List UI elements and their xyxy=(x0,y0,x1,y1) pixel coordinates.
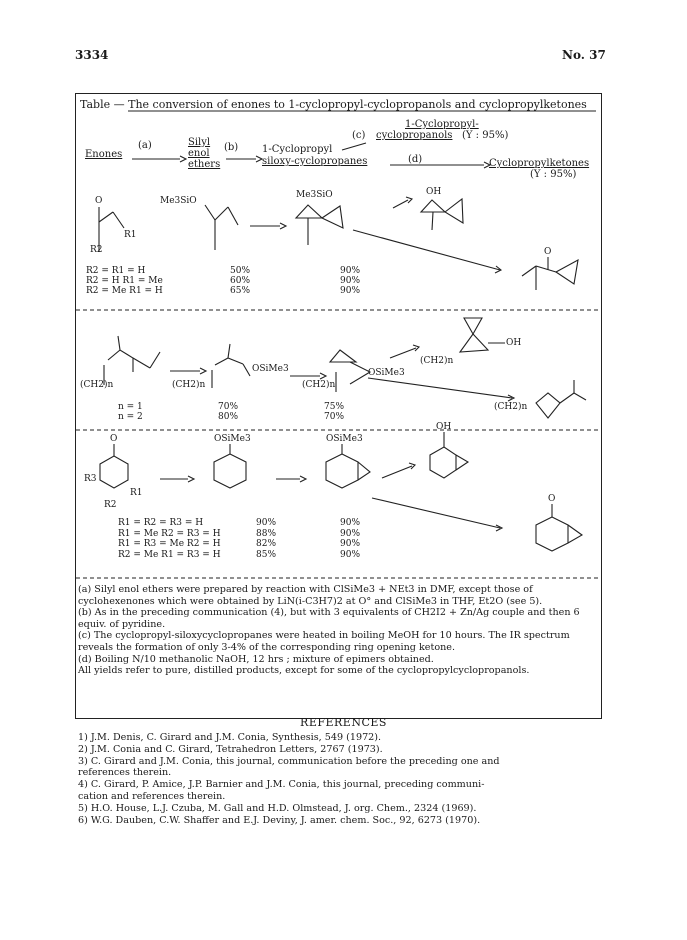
label-step-d: (d) xyxy=(408,154,423,165)
yield-cell: 90% xyxy=(340,549,361,560)
s1-sub-row: R2 = H R1 = Me xyxy=(86,276,163,286)
yield-cell: 90% xyxy=(340,528,361,539)
issue-number: No. 37 xyxy=(562,48,606,62)
table-title: Table — The conversion of enones to 1-cyclopropyl-cyclopropanols and cyclopropylketones xyxy=(80,98,587,111)
s1-me3sio-2: Me3SiO xyxy=(296,190,333,200)
yield-cell: 50% xyxy=(230,266,251,276)
s1-r2: R2 xyxy=(90,245,103,255)
s1-oh: OH xyxy=(426,187,442,197)
s3-oh: OH xyxy=(436,422,452,432)
references-list xyxy=(78,732,500,826)
note-d: (d) Boiling N/10 methanolic NaOH, 12 hrs ; mixture of epimers obtained. xyxy=(78,653,434,665)
s2-ch2n-5: (CH2)n xyxy=(494,402,528,412)
reference-line: 6) W.G. Dauben, C.W. Shaffer and E.J. Deviny, J. amer. chem. Soc., 92, 6273 (1970). xyxy=(78,814,481,826)
label-product2: Cyclopropylketones xyxy=(489,158,590,169)
s2-yields-silyl xyxy=(218,402,238,422)
label-step-b: (b) xyxy=(224,142,239,153)
label-yield2: (Y : 95%) xyxy=(530,169,577,180)
s3-o: O xyxy=(110,434,118,444)
arrow-c xyxy=(342,143,366,150)
s3-r3: R3 xyxy=(84,474,97,484)
reference-line: references therein. xyxy=(78,767,172,779)
label-enones: Enones xyxy=(85,149,123,160)
label-ethers: ethers xyxy=(188,159,221,170)
yield-cell: 70% xyxy=(324,412,345,422)
s3-yields-silyl xyxy=(256,518,276,560)
note-c: (c) The cyclopropyl-siloxycyclopropanes were heated in boiling MeOH for 10 hours. The IR spectrum reveals the formation of only 3-4% of the corresponding ring opening ketone. xyxy=(78,630,570,653)
s1-sub-row: R2 = R1 = H xyxy=(86,266,146,276)
label-yield1: (Y : 95%) xyxy=(462,130,509,141)
s2-ch2n-3: (CH2)n xyxy=(302,380,336,390)
s3-r1: R1 xyxy=(130,488,143,498)
s1-o-ketone: O xyxy=(544,247,552,257)
label-product1-line1: 1-Cyclopropyl- xyxy=(405,119,479,130)
s3-o-ketone: O xyxy=(548,494,556,504)
s2-osime3-2: OSiMe3 xyxy=(368,368,405,378)
yield-cell: 70% xyxy=(218,402,239,412)
label-product1-line2: cyclopropanols xyxy=(376,130,453,141)
reference-line: cation and references therein. xyxy=(78,790,226,802)
label-enol: enol xyxy=(188,148,210,159)
n-value: n = 2 xyxy=(118,412,143,422)
s1-yields-cyclopropane xyxy=(340,266,360,296)
s3-r2: R2 xyxy=(104,500,117,510)
s2-n-values xyxy=(118,402,143,422)
references-heading: REFERENCES xyxy=(300,716,387,729)
page-number: 3334 xyxy=(75,48,109,62)
yield-cell: 90% xyxy=(340,518,361,528)
yield-cell: 82% xyxy=(256,539,277,549)
s3-osime3-2: OSiMe3 xyxy=(326,434,363,444)
yield-cell: 65% xyxy=(230,286,251,296)
reference-line: 4) C. Girard, P. Amice, J.P. Barnier and J.M. Conia, this journal, preceding communi- xyxy=(78,779,485,791)
reference-line: 1) J.M. Denis, C. Girard and J.M. Conia, Synthesis, 549 (1972). xyxy=(78,732,382,743)
reference-line: 3) C. Girard and J.M. Conia, this journal, communication before the preceding one and xyxy=(78,755,500,767)
label-step-c: (c) xyxy=(352,130,366,141)
note-all: All yields refer to pure, distilled products, except for some of the cyclopropylcyclopropanols. xyxy=(78,665,530,677)
yield-cell: 88% xyxy=(256,528,277,539)
s1-me3sio: Me3SiO xyxy=(160,196,197,206)
yield-cell: 90% xyxy=(340,266,361,276)
yield-cell: 90% xyxy=(256,518,277,528)
yield-cell: 75% xyxy=(324,402,345,412)
reference-line: 2) J.M. Conia and C. Girard, Tetrahedron Letters, 2767 (1973). xyxy=(78,743,383,755)
yield-cell: 90% xyxy=(340,539,361,549)
n-value: n = 1 xyxy=(118,402,143,412)
s1-o: O xyxy=(95,196,103,206)
s3-sub-row: R2 = Me R1 = R3 = H xyxy=(118,549,221,560)
reference-line: 5) H.O. House, L.J. Czuba, M. Gall and H.D. Olmstead, J. org. Chem., 2324 (1969). xyxy=(78,802,477,814)
s3-yields-cyclopropane xyxy=(340,518,360,560)
s3-sub-row: R1 = R2 = R3 = H xyxy=(118,518,204,528)
note-b: (b) As in the preceding communication (4), but with 3 equivalents of CH2I2 + Zn/Ag couple and then 6 equiv. of pyridine. xyxy=(78,607,580,630)
yield-cell: 85% xyxy=(256,549,277,560)
s2-ch2n-2: (CH2)n xyxy=(172,380,206,390)
s1-r1: R1 xyxy=(124,230,137,240)
s1-yields-silyl xyxy=(230,266,250,296)
label-cyclopropyl: 1-Cyclopropyl xyxy=(262,144,333,155)
label-siloxy-cyclopropanes: siloxy-cyclopropanes xyxy=(262,156,368,167)
s3-sub-row: R1 = Me R2 = R3 = H xyxy=(118,528,221,539)
s3-osime3: OSiMe3 xyxy=(214,434,251,444)
s1-substituents xyxy=(86,266,163,296)
s2-oh: OH xyxy=(506,338,522,348)
s2-yields-cyclopropane xyxy=(324,402,344,422)
s2-ch2n-4: (CH2)n xyxy=(420,356,454,366)
s2-osime3: OSiMe3 xyxy=(252,364,289,374)
label-step-a: (a) xyxy=(138,140,152,151)
table-notes xyxy=(78,584,596,677)
yield-cell: 60% xyxy=(230,276,251,286)
label-silyl: Silyl xyxy=(188,137,211,148)
note-a: (a) Silyl enol ethers were prepared by reaction with ClSiMe3 + NEt3 in DMF, except those of cyclohexenones which were obtained by LiN(i-C3H7)2 at O° and ClSiMe3 in THF, Et2O (see 5). xyxy=(78,584,543,607)
yield-cell: 90% xyxy=(340,286,361,296)
yield-cell: 90% xyxy=(340,276,361,286)
s3-substituents xyxy=(118,518,221,560)
s1-sub-row: R2 = Me R1 = H xyxy=(86,286,163,296)
s3-sub-row: R1 = R3 = Me R2 = H xyxy=(118,539,221,549)
s2-ch2n: (CH2)n xyxy=(80,380,114,390)
yield-cell: 80% xyxy=(218,412,239,422)
